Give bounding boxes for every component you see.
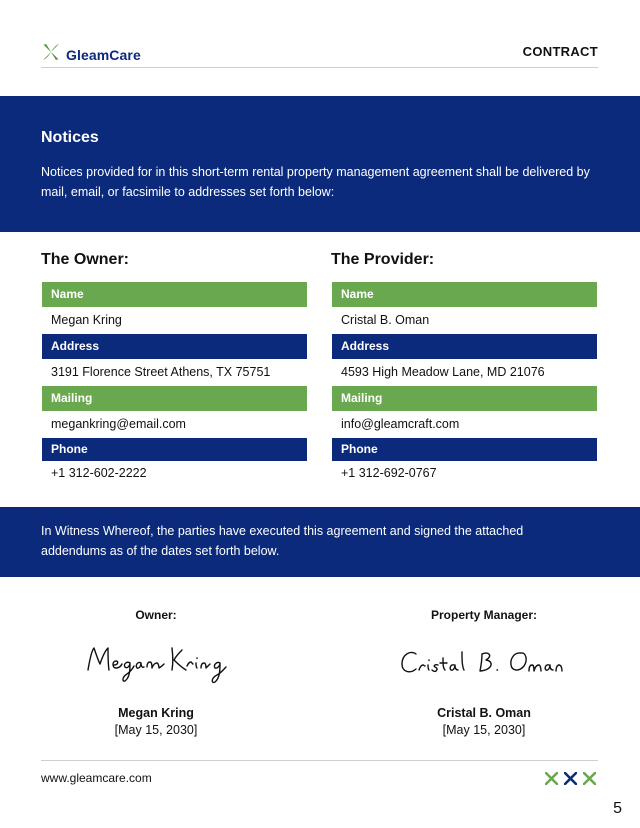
owner-mailing-value: megankring@email.com <box>51 417 186 431</box>
brand-logo <box>41 42 141 67</box>
provider-mailing-value: info@gleamcraft.com <box>341 417 460 431</box>
provider-table <box>332 282 597 485</box>
owner-phone-label: Phone <box>42 438 307 461</box>
navy-x-icon <box>564 772 577 790</box>
footer-website-link[interactable]: www.gleamcare.com <box>41 771 152 785</box>
owner-title: The Owner: <box>41 251 130 268</box>
provider-name-label: Name <box>332 282 597 307</box>
footer-divider <box>41 760 598 761</box>
gleamcare-logo-icon <box>41 42 61 67</box>
document-label: CONTRACT <box>522 44 598 59</box>
owner-phone-value: +1 312-602-2222 <box>51 466 147 480</box>
brand-name: GleamCare <box>66 46 141 63</box>
green-x-icon <box>545 772 558 790</box>
manager-signature <box>398 640 570 689</box>
provider-phone-value: +1 312-692-0767 <box>341 466 437 480</box>
provider-address-value: 4593 High Meadow Lane, MD 21076 <box>341 365 545 379</box>
manager-signature-label: Property Manager: <box>430 608 538 622</box>
owner-signature <box>78 636 238 695</box>
notices-title: Notices <box>41 129 99 146</box>
header-divider <box>41 67 598 68</box>
notices-text: Notices provided for in this short-term rental property management agreement shall be delivered by mail, email, or facsimile to addresses set forth below: <box>41 165 590 199</box>
owner-signature-label: Owner: <box>135 608 177 622</box>
provider-phone-label: Phone <box>332 438 597 461</box>
owner-printed-name: Megan Kring <box>118 706 194 720</box>
provider-name-value: Cristal B. Oman <box>341 313 430 327</box>
provider-address-label: Address <box>332 334 597 359</box>
owner-address-label: Address <box>42 334 307 359</box>
manager-printed-name: Cristal B. Oman <box>437 706 531 720</box>
witness-text: In Witness Whereof, the parties have executed this agreement and signed the attached addendums as of the dates set forth below. <box>41 524 524 558</box>
provider-title: The Provider: <box>331 251 435 268</box>
footer-decoration <box>545 772 596 790</box>
manager-signature-date: [May 15, 2030] <box>442 723 526 737</box>
page-number: 5 <box>613 800 622 817</box>
owner-name-value: Megan Kring <box>51 313 122 327</box>
owner-address-value: 3191 Florence Street Athens, TX 75751 <box>51 365 271 379</box>
owner-signature-date: [May 15, 2030] <box>114 723 198 737</box>
provider-mailing-label: Mailing <box>332 386 597 411</box>
owner-mailing-label: Mailing <box>42 386 307 411</box>
owner-name-label: Name <box>42 282 307 307</box>
owner-table <box>42 282 307 485</box>
green-x-icon <box>583 772 596 790</box>
